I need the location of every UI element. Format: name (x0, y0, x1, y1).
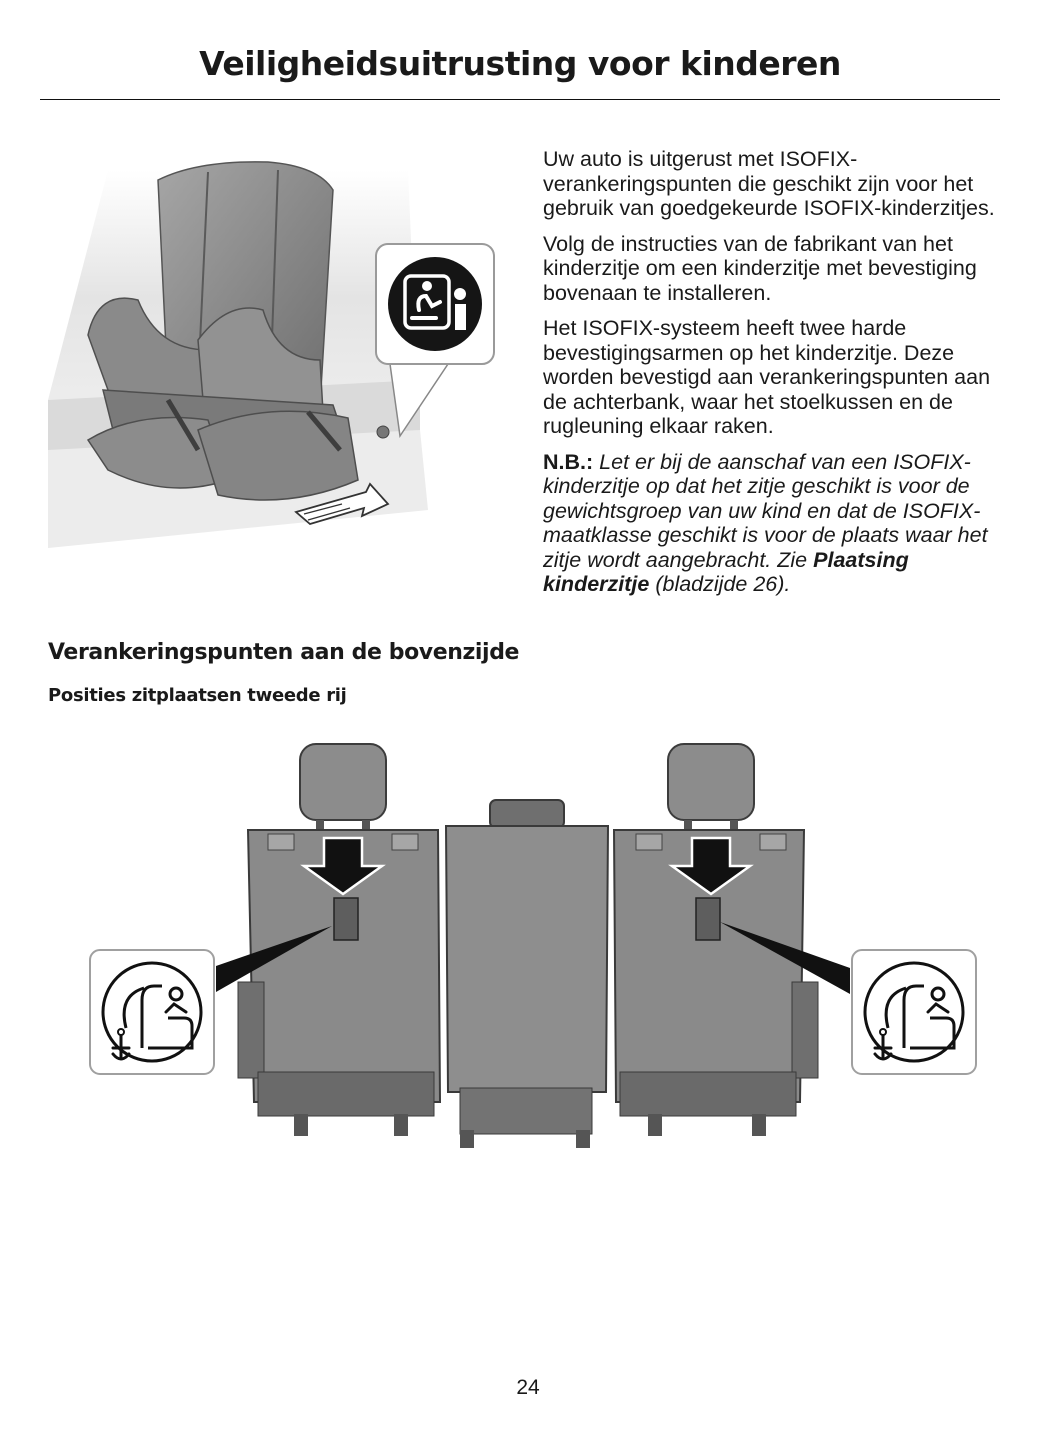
center-headrest (490, 800, 564, 828)
second-row-seats-illustration (88, 742, 980, 1182)
left-headrest (300, 744, 386, 832)
cross-reference-link[interactable]: Plaatsing kinderzitje (543, 547, 909, 596)
top-tether-anchor-icon (103, 963, 201, 1061)
isofix-seat-illustration (48, 150, 500, 548)
section-heading: Verankeringspunten aan de bovenzijde (48, 640, 520, 665)
note-label: N.B.: (543, 449, 594, 474)
title-divider (40, 99, 1000, 100)
top-tether-anchor-icon (865, 963, 963, 1061)
page-number: 24 (516, 1376, 540, 1399)
callout-right (852, 950, 976, 1074)
right-headrest (668, 744, 754, 832)
isofix-symbol-icon (388, 257, 482, 351)
page-title: Veiligheidsuitrusting voor kinderen (199, 44, 841, 83)
intro-text-column (543, 147, 1005, 608)
intro-paragraph: Het ISOFIX-systeem heeft twee harde bevestigingsarmen op het kinderzitje. Deze worden bevestigd aan verankeringspunten aan de achterbank, waar het stoelkussen en de rugleuning elkaar raken. (543, 316, 991, 438)
center-seat-back (446, 826, 608, 1134)
note-paragraph (543, 450, 1005, 597)
intro-paragraph: Volg de instructies van de fabrikant van het kinderzitje om een kinderzitje met bevestiging bovenaan te installeren. (543, 231, 977, 305)
intro-paragraph: Uw auto is uitgerust met ISOFIX-verankeringspunten die geschikt zijn voor het gebruik van goedgekeurde ISOFIX-kinderzitjes. (543, 147, 995, 220)
note-text: Let er bij de aanschaf van een ISOFIX-kinderzitje op dat het zitje geschikt is voor de gewichtsgroep van uw kind en dat de ISOFIX-maatklasse geschikt is voor de plaats waar het zitje wordt aangebracht. (543, 449, 988, 572)
callout-left (90, 950, 214, 1074)
section-subheading: Posities zitplaatsen tweede rij (48, 685, 347, 706)
page-reference: (bladzijde 26). (655, 572, 791, 596)
see-text: Zie (777, 547, 808, 572)
